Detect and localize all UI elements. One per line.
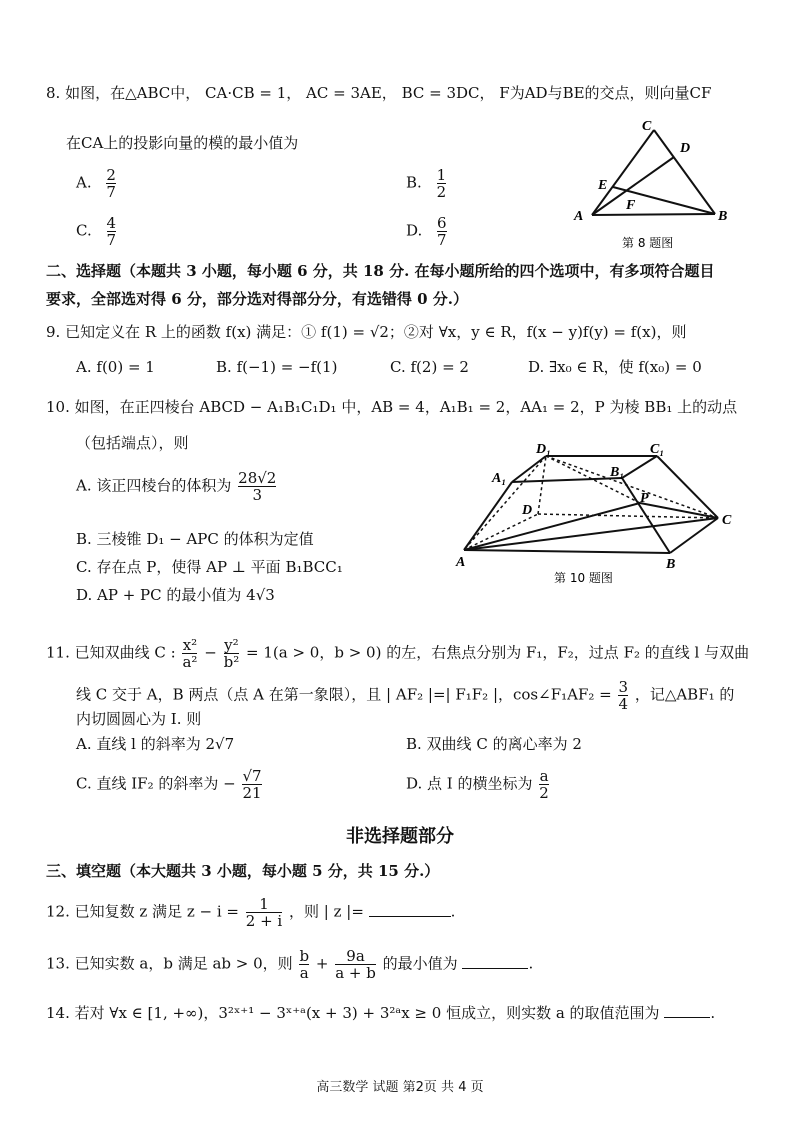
q14-answer-blank[interactable] [664, 1003, 710, 1018]
q11-stem-line3: 内切圆圆心为 I. 则 [76, 710, 202, 728]
section2-heading-line1: 二、选择题（本题共 3 小题，每小题 6 分，共 18 分. 在每小题所给的四个选项中，有多项符合题目 [46, 262, 715, 280]
q10-stem-line2: （包括端点），则 [76, 434, 189, 452]
q11-option-c: C. 直线 IF₂ 的斜率为 − $\frac{√7}{21}$ [76, 767, 262, 802]
q10-edge-c1b1 [622, 456, 657, 478]
q10-hidden-dd1 [538, 456, 546, 514]
q8-edge-ab [592, 214, 715, 215]
q8-stem-line1: 8. 如图，在△ABC中， CA·CB = 1， AC = 3AE， BC = 3DC， F为AD与BE的交点，则向量CF [46, 84, 712, 102]
q11-stem-line2: 线 C 交于 A，B 两点（点 A 在第一象限），且 | AF₂ |=| F₁F₂ |，cos∠F₁AF₂ = $\frac{3}{4}$ ，记△ABF₁ 的 [76, 678, 735, 713]
q12-stem: 12. 已知复数 z 满足 z − i = $\frac{1}{2 + i}$ ，则 | z |= . [46, 895, 456, 930]
q8-label-e: E [598, 178, 608, 193]
q9-option-c: C. f(2) = 2 [390, 358, 469, 376]
q10-edge-ab [464, 550, 670, 553]
q10-hidden-dc [538, 514, 718, 518]
section2-heading-line2: 要求，全部选对得 6 分，部分选对得部分分，有选错得 0 分.） [46, 290, 468, 308]
q10-stem-line1: 10. 如图，在正四棱台 ABCD − A₁B₁C₁D₁ 中，AB = 4，A₁B₁ = 2，AA₁ = 2，P 为棱 BB₁ 上的动点 [46, 398, 738, 416]
q10-label-p: P [640, 491, 649, 506]
q11-option-b: B. 双曲线 C 的离心率为 2 [406, 735, 582, 753]
q10-label-b1: B₁ [610, 465, 625, 480]
section3-heading: 三、填空题（本大题共 3 小题，每小题 5 分，共 15 分.） [46, 862, 440, 880]
q10-label-c1: C₁ [650, 442, 665, 457]
q10-label-d: D [522, 503, 533, 518]
q10-label-b: B [666, 557, 676, 572]
q9-option-d: D. ∃x₀ ∈ R，使 f(x₀) = 0 [528, 358, 702, 376]
q10-figure [450, 440, 750, 590]
q12-answer-blank[interactable] [369, 902, 451, 917]
page-footer: 高三数学 试题 第2页 共 4 页 [316, 1080, 484, 1095]
q8-edge-ac [592, 130, 654, 215]
q10-hidden-d1c [546, 456, 718, 518]
q10-option-c: C. 存在点 P，使得 AP ⊥ 平面 B₁BCC₁ [76, 558, 343, 576]
q11-option-d: D. 点 I 的横坐标为 $\frac{a}{2}$ [406, 767, 549, 802]
q14-stem: 14. 若对 ∀x ∈ [1, +∞)，3²ˣ⁺¹ − 3ˣ⁺ᵃ(x + 3) + 3²ᵃx ≥ 0 恒成立，则实数 a 的取值范围为 . [46, 1004, 716, 1022]
q13-answer-blank[interactable] [462, 954, 528, 969]
q10-edge-b1a1 [512, 478, 622, 482]
q8-option-d: D. $\frac{6}{7}$ [406, 214, 447, 249]
q8-fig-caption: 第 8 题图 [622, 236, 674, 250]
q8-option-a: A. $\frac{2}{7}$ [76, 166, 116, 201]
q8-option-b: B. $\frac{1}{2}$ [406, 166, 447, 201]
q8-figure [560, 112, 760, 257]
part-title: 非选择题部分 [346, 826, 454, 847]
q11-option-a: A. 直线 l 的斜率为 2√7 [76, 735, 235, 753]
q8-label-d: D [680, 141, 691, 156]
q8-label-a: A [574, 209, 584, 224]
q10-label-c: C [722, 513, 732, 528]
q10-option-d: D. AP + PC 的最小值为 4√3 [76, 586, 275, 604]
q10-label-a: A [456, 555, 466, 570]
q8-stem-line2: 在CA上的投影向量的模的最小值为 [66, 134, 299, 152]
q9-option-a: A. f(0) = 1 [76, 358, 155, 376]
q8-option-c: C. $\frac{4}{7}$ [76, 214, 117, 249]
q13-stem: 13. 已知实数 a，b 满足 ab > 0，则 $\frac{b}{a}$ + $\frac{9a}{a + b}$ 的最小值为 . [46, 947, 534, 982]
q10-label-d1: D₁ [536, 442, 551, 457]
q11-stem-line1: 11. 已知双曲线 C : $\frac{\text{x²}}{\text{a²}}$ − $\frac{\text{y²}}{\text{b²}}$ = 1(a > 0，b > 0) 的左，右焦点分别为 F₁，F₂，过点 F₂ 的直线 l 与双曲 [46, 636, 750, 671]
q9-stem: 9. 已知定义在 R 上的函数 f(x) 满足：① f(1) = √2；②对 ∀x，y ∈ R，f(x − y)f(y) = f(x)，则 [46, 323, 687, 341]
q8-label-b: B [718, 209, 728, 224]
q10-option-a: A. 该正四棱台的体积为 $\frac{28√2}{3}$ [76, 469, 277, 504]
q8-label-c: C [642, 119, 652, 134]
q10-edge-a1d1 [512, 456, 546, 482]
q10-fig-caption: 第 10 题图 [554, 571, 613, 585]
q10-segment-ap [464, 503, 640, 550]
q10-option-b: B. 三棱锥 D₁ − APC 的体积为定值 [76, 530, 314, 548]
q10-label-a1: A₁ [492, 471, 507, 486]
q8-label-f: F [626, 198, 636, 213]
q9-option-b: B. f(−1) = −f(1) [216, 358, 338, 376]
